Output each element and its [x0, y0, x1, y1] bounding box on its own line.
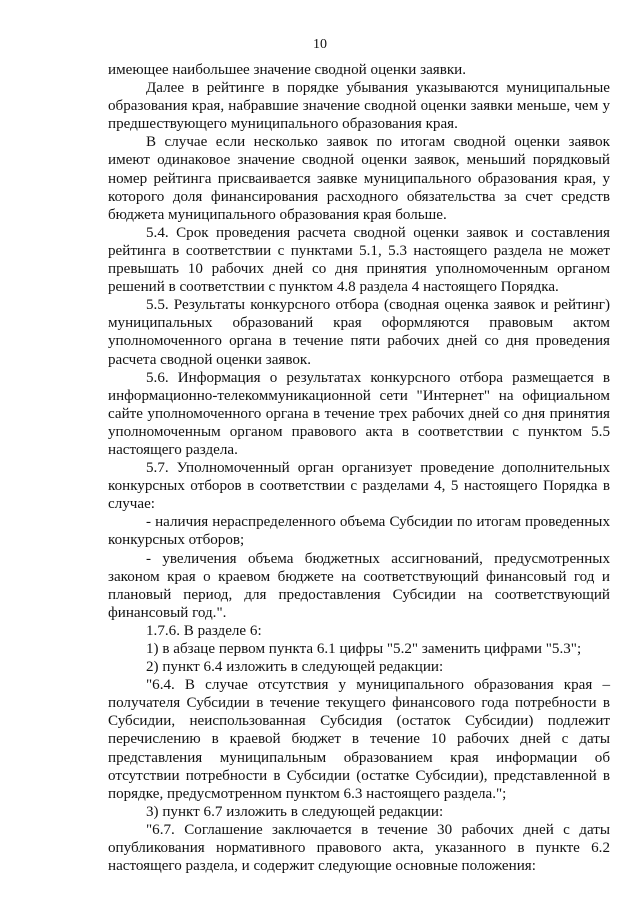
paragraph: Далее в рейтинге в порядке убывания указываются муниципальные образования края, набравшие значение сводной оценки заявки меньше, чем у предшествующего муниципального образования края. — [108, 80, 610, 133]
document-body — [108, 61, 610, 875]
paragraph: 5.5. Результаты конкурсного отбора (сводная оценка заявок и рейтинг) муниципальных образований края оформляются правовым актом уполномоченного органа в течение пяти рабочих дней со дня проведения расчета сводной оценки заявок. — [108, 297, 610, 368]
paragraph: 1.7.6. В разделе 6: — [146, 622, 262, 639]
paragraph: 3) пункт 6.7 изложить в следующей редакции: — [146, 803, 444, 820]
page-number: 10 — [313, 37, 327, 52]
paragraph: 5.6. Информация о результатах конкурсного отбора размещается в информационно-телекоммуникационной сети "Интернет" на официальном сайте уполномоченного органа в течение трех рабочих дней со дня принятия уполномоченным органом правового акта в соответствии с пунктом 5.5 настоящего раздела. — [108, 369, 610, 458]
paragraph: 2) пункт 6.4 изложить в следующей редакции: — [146, 659, 444, 676]
paragraph: 5.7. Уполномоченный орган организует проведение дополнительных конкурсных отборов в соответствии с разделами 4, 5 настоящего Порядка в случае: — [108, 460, 610, 513]
paragraph: 1) в абзаце первом пункта 6.1 цифры "5.2" заменить цифрами "5.3"; — [146, 641, 582, 657]
paragraph: 5.4. Срок проведения расчета сводной оценки заявок и составления рейтинга в соответствии с пунктами 5.1, 5.3 настоящего раздела не может превышать 10 рабочих дней со дня принятия уполномоченным органом решений в соответствии с пунктом 4.8 раздела 4 настоящего Порядка. — [108, 224, 610, 296]
paragraph: - увеличения объема бюджетных ассигнований, предусмотренных законом края о краевом бюджете на соответствующий финансовый год и плановый период, для предоставления Субсидии на соответствующий финансовый год.". — [108, 550, 610, 621]
paragraph: имеющее наибольшее значение сводной оценки заявки. — [108, 62, 467, 78]
paragraph: В случае если несколько заявок по итогам сводной оценки заявок имеют одинаковое значение сводной оценки заявок, меньший порядковый номер рейтинга присваивается заявке муниципального образования края, у которого доля финансирования расходного обязательства за счет средств бюджета муниципального образования края больше. — [108, 134, 610, 223]
paragraph: "6.4. В случае отсутствия у муниципального образования края – получателя Субсидии в течение текущего финансового года потребности в Субсидии, неиспользованная Субсидия (остаток Субсидии) подлежит перечислению в краевой бюджет в течение 10 рабочих дней с даты представления муниципальным образованием края информации об отсутствии потребности в Субсидии (остатке Субсидии), представленной в порядке, предусмотренном пунктом 6.3 настоящего раздела."; — [108, 677, 610, 802]
paragraph: - наличия нераспределенного объема Субсидии по итогам проведенных конкурсных отборов; — [108, 514, 610, 549]
paragraph: "6.7. Соглашение заключается в течение 30 рабочих дней с даты опубликования нормативного правового акта, указанного в пункте 6.2 настоящего раздела, и содержит следующие основные положения: — [108, 821, 610, 875]
